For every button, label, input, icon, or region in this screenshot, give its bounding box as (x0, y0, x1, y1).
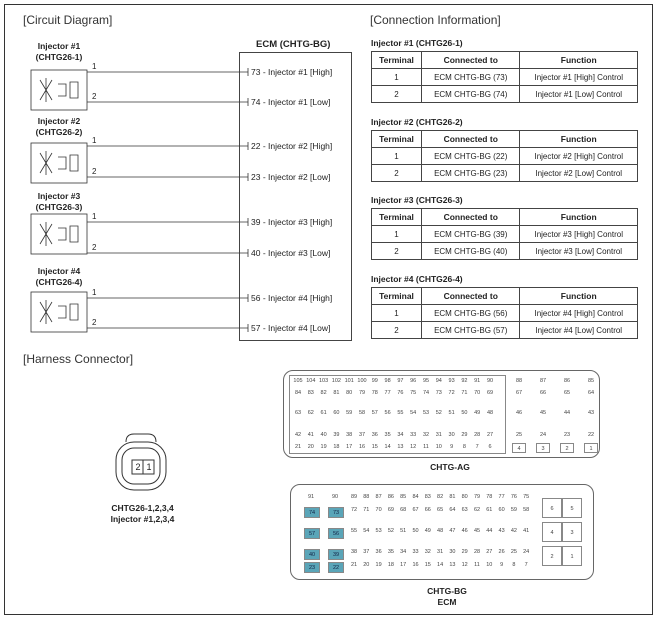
connector-pin: 45 (473, 528, 481, 534)
connector-pin: 50 (412, 528, 419, 534)
connector-pin: 69 (387, 507, 394, 513)
terminal-4-1: 1 (92, 288, 97, 297)
injector-3-symbol (31, 214, 248, 257)
connector-pin: 20 (307, 444, 314, 450)
connector-pin: 45 (539, 410, 547, 416)
connector-pin: 90 (486, 378, 494, 384)
connector-pin: 53 (375, 528, 382, 534)
injector-4-symbol (31, 292, 248, 332)
connector-pin: 78 (486, 494, 493, 500)
connector-pin: 27 (486, 432, 494, 438)
harness-connector-title: [Harness Connector] (23, 352, 134, 366)
connector-pin: 3 (562, 522, 582, 542)
ecm-pin-23: 23 - Injector #2 [Low] (251, 172, 331, 182)
connector-pin: 82 (320, 390, 327, 396)
cell: ECM CHTG-BG (23) (422, 165, 520, 182)
cell: ECM CHTG-BG (73) (422, 69, 520, 86)
cell: Injector #3 [High] Control (520, 226, 638, 243)
connector-pin: 39 (333, 432, 340, 438)
connector-pin: 79 (473, 494, 481, 500)
injector-3-label (28, 191, 90, 213)
cell: Injector #4 [Low] Control (520, 322, 638, 339)
connector-pin: 37 (358, 432, 366, 438)
connector-pin: 77 (498, 494, 505, 500)
connector-pin: 33 (412, 549, 419, 555)
connector-pin: 31 (435, 432, 442, 438)
connector-pin: 88 (363, 494, 370, 500)
connector-pin: 28 (474, 432, 481, 438)
connector-pin: 57 (371, 410, 378, 416)
connector-pin: 22 (587, 432, 595, 438)
table-row (372, 165, 638, 182)
table-row (372, 86, 638, 103)
connector-pin: 81 (333, 390, 340, 396)
connector-pin: 37 (363, 549, 370, 555)
connector-pin: 24 (523, 549, 530, 555)
connection-table-1 (371, 51, 638, 103)
th-connected: Connected to (422, 209, 520, 226)
connector-pin: 1 (562, 546, 582, 566)
ecm-title: ECM (CHTG-BG) (256, 39, 331, 50)
connector-pin: 67 (515, 390, 523, 396)
connector-pin: 25 (515, 432, 523, 438)
connector-pin: 42 (294, 432, 302, 438)
connector-pin: 47 (449, 528, 456, 534)
injector-connector-id: CHTG26-1,2,3,4 (111, 503, 174, 513)
connector-pin: 69 (486, 390, 494, 396)
connector-pin: 32 (424, 549, 431, 555)
connector-pin: 19 (375, 562, 382, 568)
connector-pin: 38 (350, 549, 358, 555)
connector-pin: 104 (306, 378, 316, 384)
cell: Injector #4 [High] Control (520, 305, 638, 322)
connector-pin: 59 (346, 410, 353, 416)
connector-pin: 54 (410, 410, 417, 416)
connector-pin: 40 (304, 549, 320, 560)
th-connected: Connected to (422, 288, 520, 305)
connection-table-2 (371, 130, 638, 182)
cell: ECM CHTG-BG (74) (422, 86, 520, 103)
connector-pin: 8 (462, 444, 466, 450)
connector-pin: 83 (424, 494, 431, 500)
ecm-pin-73: 73 - Injector #1 [High] (251, 67, 333, 77)
connector-pin: 43 (498, 528, 505, 534)
cell: Injector #2 [High] Control (520, 148, 638, 165)
connector-pin: 58 (523, 507, 530, 513)
injector-4-label (28, 266, 90, 288)
connector-pin: 85 (400, 494, 407, 500)
connector-pin: 62 (473, 507, 481, 513)
th-terminal: Terminal (372, 288, 422, 305)
injector-2-symbol (31, 142, 248, 183)
connector-pin: 4 (512, 443, 526, 453)
connector-pin: 82 (437, 494, 444, 500)
connector-pin: 46 (515, 410, 523, 416)
connector-pin: 61 (486, 507, 493, 513)
cell: 1 (372, 148, 422, 165)
connector-pin: 30 (449, 549, 456, 555)
connector-pin: 51 (448, 410, 455, 416)
connector-pin: 20 (363, 562, 370, 568)
connector-pin: 71 (363, 507, 370, 513)
connector-pin: 3 (536, 443, 550, 453)
injector-3-connector: (CHTG26-3) (35, 202, 83, 212)
connector-pin: 65 (437, 507, 444, 513)
connector-pin: 81 (449, 494, 456, 500)
connector-pin: 74 (422, 390, 430, 396)
connector-pin: 30 (448, 432, 455, 438)
connector-pin: 73 (435, 390, 442, 396)
connector-pin: 26 (498, 549, 505, 555)
connector-pin: 55 (397, 410, 404, 416)
connector-pin: 25 (510, 549, 517, 555)
connector-pin: 89 (350, 494, 358, 500)
connector-pin: 12 (461, 562, 468, 568)
connector-pin: 97 (397, 378, 404, 384)
connector-pin: 48 (486, 410, 494, 416)
connector-pin: 65 (563, 390, 571, 396)
terminal-2-1: 1 (92, 136, 97, 145)
connector-pin: 73 (328, 507, 344, 518)
connector-pin: 18 (387, 562, 394, 568)
connector-pin: 40 (320, 432, 327, 438)
connector-pin: 96 (410, 378, 417, 384)
connector-pin: 93 (448, 378, 455, 384)
table-row (372, 243, 638, 260)
connector-pin: 85 (587, 378, 595, 384)
connector-pin: 34 (400, 549, 407, 555)
connector-pin: 58 (358, 410, 366, 416)
connector-pin: 70 (375, 507, 382, 513)
connector-pin: 23 (563, 432, 571, 438)
connector-pin: 70 (474, 390, 481, 396)
connector-pin: 60 (333, 410, 340, 416)
connector-pin: 36 (371, 432, 378, 438)
connector-pin: 80 (346, 390, 353, 396)
connector-pin: 24 (539, 432, 547, 438)
terminal-3-2: 2 (92, 243, 97, 252)
injector-2-name: Injector #2 (37, 116, 81, 126)
connector-pin: 38 (346, 432, 353, 438)
connector-pin: 77 (384, 390, 391, 396)
connector-pin: 50 (461, 410, 468, 416)
table-row (372, 69, 638, 86)
connector-pin: 44 (486, 528, 493, 534)
cell: 2 (372, 322, 422, 339)
injector-2-connector: (CHTG26-2) (35, 127, 83, 137)
connector-pin: 92 (461, 378, 468, 384)
connector-pin: 78 (371, 390, 378, 396)
connector-pin: 22 (328, 562, 344, 573)
connector-pin: 2 (542, 546, 562, 566)
connector-pin: 21 (294, 444, 302, 450)
connector-pin: 95 (422, 378, 430, 384)
connector-pin: 94 (435, 378, 442, 384)
table-row (372, 148, 638, 165)
th-function: Function (520, 131, 638, 148)
injector-1-connector: (CHTG26-1) (35, 52, 83, 62)
connector-pin: 41 (523, 528, 530, 534)
connector-pin: 67 (412, 507, 419, 513)
connector-pin: 62 (307, 410, 314, 416)
cell: ECM CHTG-BG (22) (422, 148, 520, 165)
chtg-bg-desc: ECM (437, 597, 457, 607)
connector-pin: 13 (397, 444, 404, 450)
connector-pin: 4 (542, 522, 562, 542)
ecm-pin-74: 74 - Injector #1 [Low] (251, 97, 331, 107)
connector-pin: 63 (294, 410, 302, 416)
connector-pin: 90 (331, 494, 339, 500)
connector-pin: 41 (307, 432, 314, 438)
cell: 2 (372, 165, 422, 182)
cell: ECM CHTG-BG (39) (422, 226, 520, 243)
connector-pin: 43 (587, 410, 595, 416)
connector-pin: 27 (486, 549, 493, 555)
connector-pin: 57 (304, 528, 320, 539)
connector-pin: 42 (510, 528, 517, 534)
connector-pin: 64 (449, 507, 456, 513)
terminal-3-1: 1 (92, 212, 97, 221)
th-function: Function (520, 52, 638, 69)
connector-pin: 28 (473, 549, 481, 555)
connector-pin: 91 (474, 378, 481, 384)
terminal-1-2: 2 (92, 92, 97, 101)
connector-pin: 29 (461, 549, 468, 555)
connector-pin: 80 (461, 494, 468, 500)
injector-1-label (28, 41, 90, 63)
connector-pin: 51 (400, 528, 407, 534)
ecm-pin-22: 22 - Injector #2 [High] (251, 141, 333, 151)
th-terminal: Terminal (372, 209, 422, 226)
cell: 1 (372, 226, 422, 243)
connector-pin: 52 (435, 410, 442, 416)
ecm-pin-57: 57 - Injector #4 [Low] (251, 323, 331, 333)
connector-pin: 105 (293, 378, 303, 384)
table-row (372, 226, 638, 243)
injector-connector-desc: Injector #1,2,3,4 (110, 514, 175, 524)
connection-table-3 (371, 208, 638, 260)
chtg-ag-caption: CHTG-AG (430, 462, 470, 472)
connector-pin: 49 (474, 410, 481, 416)
table-2-heading: Injector #2 (CHTG26-2) (371, 117, 463, 127)
cell: Injector #1 [High] Control (520, 69, 638, 86)
connector-pin: 15 (371, 444, 378, 450)
connector-pin: 88 (515, 378, 523, 384)
injector-pin-2: 2 (135, 462, 141, 472)
connector-pin: 72 (448, 390, 455, 396)
connector-pin: 13 (449, 562, 456, 568)
connector-pin: 91 (307, 494, 315, 500)
th-terminal: Terminal (372, 52, 422, 69)
cell: 1 (372, 69, 422, 86)
connector-pin: 86 (387, 494, 394, 500)
th-connected: Connected to (422, 131, 520, 148)
table-row (372, 305, 638, 322)
cell: ECM CHTG-BG (40) (422, 243, 520, 260)
connector-pin: 84 (294, 390, 302, 396)
connector-pin: 5 (562, 498, 582, 518)
connector-pin: 6 (542, 498, 562, 518)
connector-pin: 87 (375, 494, 382, 500)
connector-pin: 56 (328, 528, 344, 539)
connector-pin: 76 (397, 390, 404, 396)
terminal-1-1: 1 (92, 62, 97, 71)
connector-pin: 39 (328, 549, 344, 560)
connector-pin: 52 (387, 528, 394, 534)
connector-pin: 49 (424, 528, 431, 534)
cell: 2 (372, 86, 422, 103)
connector-pin: 9 (450, 444, 454, 450)
connector-pin: 55 (350, 528, 358, 534)
connector-pin: 79 (358, 390, 366, 396)
connector-pin: 10 (435, 444, 442, 450)
connector-pin: 64 (587, 390, 595, 396)
connector-pin: 56 (384, 410, 391, 416)
connector-pin: 86 (563, 378, 571, 384)
injector-1-name: Injector #1 (37, 41, 81, 51)
connector-pin: 31 (437, 549, 444, 555)
table-4-heading: Injector #4 (CHTG26-4) (371, 274, 463, 284)
cell: ECM CHTG-BG (57) (422, 322, 520, 339)
connector-pin: 18 (333, 444, 340, 450)
connector-pin: 17 (400, 562, 407, 568)
connector-pin: 33 (410, 432, 417, 438)
connector-pin: 54 (363, 528, 370, 534)
connector-pin: 35 (384, 432, 391, 438)
connector-pin: 29 (461, 432, 468, 438)
connector-pin: 17 (346, 444, 353, 450)
connector-pin: 14 (384, 444, 391, 450)
connector-pin: 84 (412, 494, 419, 500)
connector-pin: 11 (474, 562, 480, 568)
connector-pin: 44 (563, 410, 571, 416)
connector-pin: 72 (350, 507, 358, 513)
connector-pin: 48 (437, 528, 444, 534)
connector-pin: 12 (410, 444, 417, 450)
connector-pin: 103 (319, 378, 329, 384)
terminal-4-2: 2 (92, 318, 97, 327)
connector-pin: 76 (510, 494, 517, 500)
injector-3-name: Injector #3 (37, 191, 81, 201)
connector-pin: 101 (344, 378, 354, 384)
connector-pin: 59 (510, 507, 517, 513)
connector-pin: 63 (461, 507, 468, 513)
connector-pin: 19 (320, 444, 327, 450)
connector-pin: 2 (560, 443, 574, 453)
connector-pin: 75 (523, 494, 530, 500)
injector-4-connector: (CHTG26-4) (35, 277, 83, 287)
connector-pin: 16 (358, 444, 366, 450)
cell: Injector #3 [Low] Control (520, 243, 638, 260)
connector-pin: 16 (412, 562, 419, 568)
th-function: Function (520, 288, 638, 305)
connector-pin: 53 (422, 410, 430, 416)
connector-pin: 23 (304, 562, 320, 573)
connector-pin: 35 (387, 549, 394, 555)
connector-pin: 46 (461, 528, 468, 534)
th-connected: Connected to (422, 52, 520, 69)
connector-pin: 74 (304, 507, 320, 518)
ecm-pin-40: 40 - Injector #3 [Low] (251, 248, 331, 258)
connector-pin: 87 (539, 378, 547, 384)
connector-pin: 60 (498, 507, 505, 513)
cell: Injector #1 [Low] Control (520, 86, 638, 103)
injector-1-symbol (31, 68, 248, 110)
connector-pin: 1 (584, 443, 598, 453)
connector-pin: 7 (524, 562, 528, 568)
ecm-pin-56: 56 - Injector #4 [High] (251, 293, 333, 303)
connector-pin: 83 (307, 390, 314, 396)
connector-pin: 10 (486, 562, 493, 568)
connector-pin: 36 (375, 549, 382, 555)
connector-pin: 15 (424, 562, 431, 568)
injector-4-name: Injector #4 (37, 266, 81, 276)
connector-pin: 100 (357, 378, 367, 384)
connector-pin: 9 (500, 562, 504, 568)
connector-pin: 99 (371, 378, 378, 384)
injector-connector-caption (95, 503, 190, 525)
connector-pin: 7 (475, 444, 479, 450)
connector-pin: 71 (461, 390, 468, 396)
connector-pin: 14 (437, 562, 444, 568)
connector-pin: 21 (350, 562, 358, 568)
th-terminal: Terminal (372, 131, 422, 148)
connector-pin: 6 (488, 444, 492, 450)
ecm-pin-39: 39 - Injector #3 [High] (251, 217, 333, 227)
chtg-bg-id: CHTG-BG (427, 586, 467, 596)
table-3-heading: Injector #3 (CHTG26-3) (371, 195, 463, 205)
cell: 1 (372, 305, 422, 322)
connector-pin: 66 (539, 390, 547, 396)
connector-pin: 98 (384, 378, 391, 384)
table-row (372, 322, 638, 339)
connector-pin: 61 (320, 410, 327, 416)
connector-pin: 11 (423, 444, 429, 450)
connector-pin: 34 (397, 432, 404, 438)
circuit-diagram-title: [Circuit Diagram] (23, 13, 113, 27)
terminal-2-2: 2 (92, 167, 97, 176)
connector-pin: 68 (400, 507, 407, 513)
connector-pin: 66 (424, 507, 431, 513)
injector-2-label (28, 116, 90, 138)
connection-table-4 (371, 287, 638, 339)
th-function: Function (520, 209, 638, 226)
table-1-heading: Injector #1 (CHTG26-1) (371, 38, 463, 48)
connector-pin: 75 (410, 390, 417, 396)
cell: 2 (372, 243, 422, 260)
connection-information-title: [Connection Information] (370, 13, 501, 27)
chtg-bg-caption (412, 586, 482, 608)
cell: Injector #2 [Low] Control (520, 165, 638, 182)
injector-pin-1: 1 (146, 462, 152, 472)
connector-pin: 8 (512, 562, 516, 568)
cell: ECM CHTG-BG (56) (422, 305, 520, 322)
connector-pin: 32 (422, 432, 430, 438)
connector-pin: 102 (331, 378, 341, 384)
